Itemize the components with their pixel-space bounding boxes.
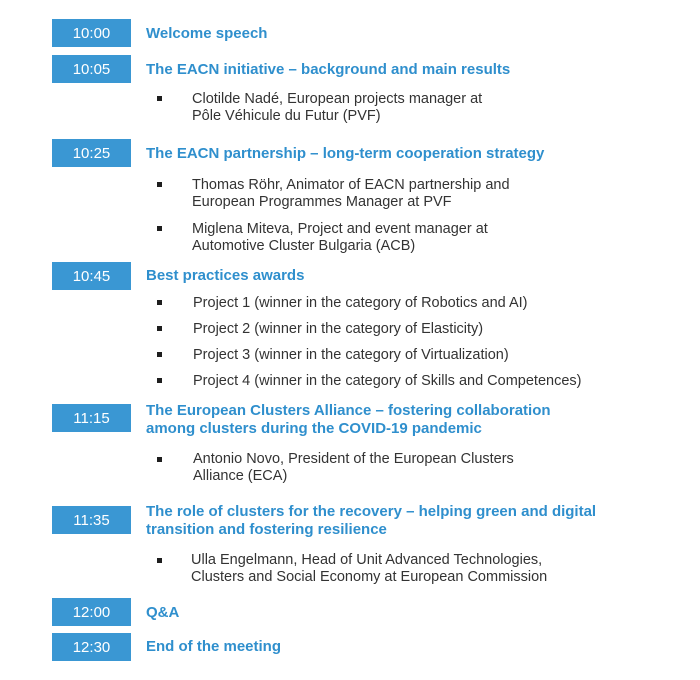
bullet-icon <box>157 378 162 383</box>
time-badge: 11:35 <box>52 506 131 534</box>
award-text: Project 2 (winner in the category of Elasticity) <box>193 321 484 337</box>
time-badge: 12:30 <box>52 633 131 661</box>
speaker-text: Ulla Engelmann, Head of Unit Advanced Technologies, Clusters and Social Economy at European Commission <box>191 552 548 585</box>
agenda-item-title: The role of clusters for the recovery – helping green and digital transition and fostering resilience <box>146 503 597 538</box>
time-badge: 10:05 <box>52 55 131 83</box>
award-text: Project 1 (winner in the category of Robotics and AI) <box>193 295 528 311</box>
award-text: Project 4 (winner in the category of Skills and Competences) <box>193 373 582 389</box>
bullet-icon <box>157 182 162 187</box>
agenda-item-title: The EACN initiative – background and main results <box>146 61 511 78</box>
time-badge: 12:00 <box>52 598 131 626</box>
speaker-text: Antonio Novo, President of the European Clusters Alliance (ECA) <box>193 451 514 484</box>
time-badge: 10:00 <box>52 19 131 47</box>
speaker-text: Clotilde Nadé, European projects manager at Pôle Véhicule du Futur (PVF) <box>192 91 483 124</box>
speaker-text: Miglena Miteva, Project and event manager at Automotive Cluster Bulgaria (ACB) <box>192 221 488 254</box>
speaker-text: Thomas Röhr, Animator of EACN partnership and European Programmes Manager at PVF <box>192 177 510 210</box>
bullet-icon <box>157 352 162 357</box>
agenda-item-title: The EACN partnership – long-term cooperation strategy <box>146 145 545 162</box>
bullet-icon <box>157 326 162 331</box>
bullet-icon <box>157 96 162 101</box>
agenda-item-title: Welcome speech <box>146 25 268 42</box>
agenda-item-title: Q&A <box>146 604 180 621</box>
bullet-icon <box>157 226 162 231</box>
agenda-item-title: Best practices awards <box>146 267 305 284</box>
time-badge: 11:15 <box>52 404 131 432</box>
bullet-icon <box>157 558 162 563</box>
bullet-icon <box>157 300 162 305</box>
agenda-item-title: End of the meeting <box>146 638 281 655</box>
time-badge: 10:25 <box>52 139 131 167</box>
award-text: Project 3 (winner in the category of Virtualization) <box>193 347 509 363</box>
time-badge: 10:45 <box>52 262 131 290</box>
bullet-icon <box>157 457 162 462</box>
agenda-item-title: The European Clusters Alliance – fostering collaboration among clusters during the COVID-19 pandemic <box>146 402 551 437</box>
